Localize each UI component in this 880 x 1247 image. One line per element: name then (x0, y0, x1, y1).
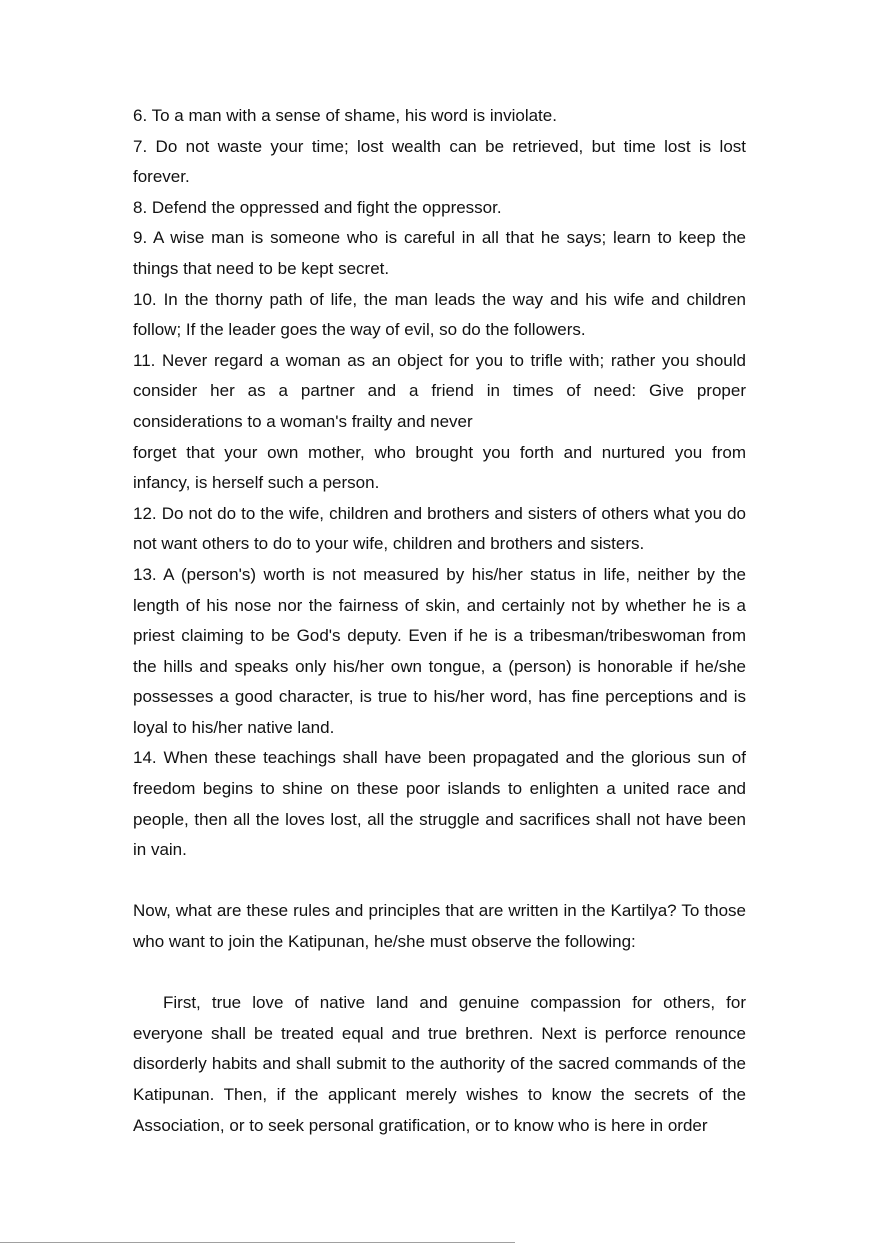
first-requirement-paragraph: First, true love of native land and genuine compassion for others, for everyone shall be treated equal and true brethren. Next is perforce renounce disorderly habits and shall submit to the authority of the sacred commands of the Katipunan. Then, if the applicant merely wishes to know the secrets of the Association, or to seek personal gratification, or to know who is here in order (133, 993, 746, 1135)
rule-7: 7. Do not waste your time; lost wealth can be retrieved, but time lost is lost forever. (133, 136, 746, 187)
rule-11-continuation: forget that your own mother, who brought you forth and nurtured you from infancy, is herself such a person. (133, 442, 746, 493)
rule-14: 14. When these teachings shall have been propagated and the glorious sun of freedom begins to shine on these poor islands to enlighten a united race and people, then all the loves lost, all the struggle and sacrifices shall not have been in vain. (133, 748, 746, 860)
paragraph-spacer (133, 866, 746, 897)
rule-11: 11. Never regard a woman as an object for you to trifle with; rather you should consider her as a partner and a friend in times of need: Give proper considerations to a woman's frailty and never (133, 350, 746, 431)
document-body (133, 101, 746, 1141)
rule-8: 8. Defend the oppressed and fight the oppressor. (133, 197, 502, 217)
paragraph-spacer (133, 958, 746, 989)
footer-divider (0, 1242, 515, 1243)
rule-10: 10. In the thorny path of life, the man leads the way and his wife and children follow; If the leader goes the way of evil, so do the followers. (133, 289, 746, 340)
question-paragraph: Now, what are these rules and principles that are written in the Kartilya? To those who want to join the Katipunan, he/she must observe the following: (133, 901, 746, 952)
rule-6: 6. To a man with a sense of shame, his word is inviolate. (133, 106, 557, 125)
rule-12: 12. Do not do to the wife, children and brothers and sisters of others what you do not want others to do to your wife, children and brothers and sisters. (133, 503, 746, 554)
rule-9: 9. A wise man is someone who is careful in all that he says; learn to keep the things that need to be kept secret. (133, 228, 746, 278)
rule-13: 13. A (person's) worth is not measured by his/her status in life, neither by the length of his nose nor the fairness of skin, and certainly not by whether he is a priest claiming to be God's deputy. Even if he is a tribesman/tribeswoman from the hills and speaks only his/her own tongue, a (person) is honorable if he/she possesses a good character, is true to his/her word, has fine perceptions and is loyal to his/her native land. (133, 564, 746, 737)
